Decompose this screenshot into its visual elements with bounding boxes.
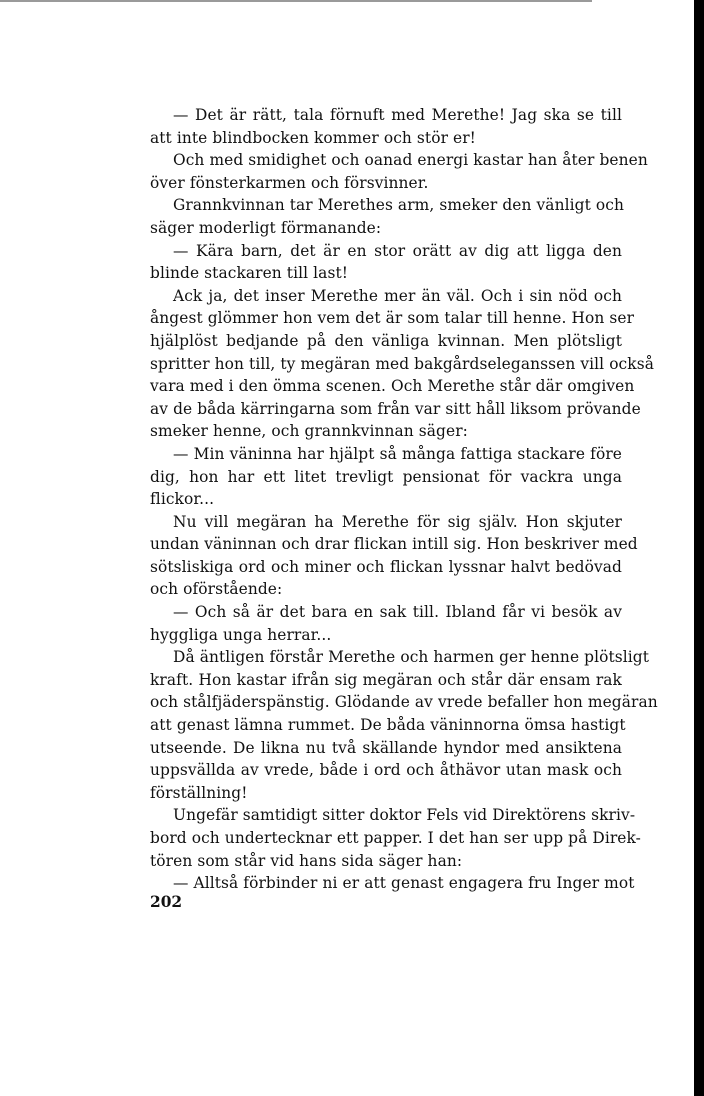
text-line: spritter hon till, ty megäran med bakgårdseleganssen vill också: [150, 354, 654, 373]
text-line: att inte blindbocken kommer och stör er!: [150, 128, 476, 147]
text-line: — Kära barn, det är en stor orätt av dig att ligga den: [173, 241, 622, 260]
text-line: ångest glömmer hon vem det är som talar till henne. Hon ser: [150, 309, 635, 328]
text-line: blinde stackaren till last!: [150, 264, 349, 283]
text-line: Ack ja, det inser Merethe mer än väl. Och i sin nöd och: [173, 286, 622, 305]
text-line: dig, hon har ett litet trevligt pensionat för vackra unga: [150, 467, 622, 486]
text-line: — Alltså förbinder ni er att genast engagera fru Inger mot: [173, 874, 635, 893]
text-line: hjälplöst bedjande på den vänliga kvinnan. Men plötsligt: [150, 331, 622, 350]
body-text: [150, 104, 658, 895]
text-line: uppsvällda av vrede, både i ord och åthävor utan mask och: [150, 761, 622, 780]
text-line: förställning!: [150, 783, 248, 802]
text-line: hyggliga unga herrar...: [150, 625, 332, 644]
text-line: vara med i den ömma scenen. Och Merethe står där omgiven: [150, 377, 635, 396]
text-line: sötsliskiga ord och miner och flickan lyssnar halvt bedövad: [150, 557, 622, 576]
text-line: och oförstående:: [150, 580, 283, 599]
text-line: smeker henne, och grannkvinnan säger:: [150, 422, 468, 441]
text-line: — Och så är det bara en sak till. Ibland får vi besök av: [173, 603, 622, 622]
text-line: och stålfjäderspänstig. Glödande av vrede befaller hon megäran: [150, 693, 658, 712]
text-line: tören som står vid hans sida säger han:: [150, 851, 463, 870]
text-line: utseende. De likna nu två skällande hyndor med ansiktena: [150, 738, 622, 757]
text-line: undan väninnan och drar flickan intill sig. Hon beskriver med: [150, 535, 638, 554]
text-line: bord och undertecknar ett papper. I det han ser upp på Direk-: [150, 829, 641, 847]
text-line: Då äntligen förstår Merethe och harmen ger henne plötsligt: [173, 648, 650, 667]
text-line: — Min väninna har hjälpt så många fattiga stackare före: [173, 444, 622, 463]
text-line: kraft. Hon kastar ifrån sig megäran och står där ensam rak: [150, 670, 622, 689]
text-line: Nu vill megäran ha Merethe för sig själv. Hon skjuter: [173, 512, 622, 531]
text-line: att genast lämna rummet. De båda väninnorna ömsa hastigt: [150, 716, 626, 735]
text-line: flickor...: [150, 490, 215, 509]
text-line: — Det är rätt, tala förnuft med Merethe! Jag ska se till: [173, 106, 622, 124]
text-line: Ungefär samtidigt sitter doktor Fels vid Direktörens skriv-: [173, 806, 636, 825]
scan-top-edge: [0, 0, 592, 2]
scan-right-edge: [694, 0, 704, 1096]
text-line: Och med smidighet och oanad energi kastar han åter benen: [173, 151, 648, 170]
text-line: över fönsterkarmen och försvinner.: [150, 173, 429, 192]
text-line: Grannkvinnan tar Merethes arm, smeker den vänligt och: [173, 196, 624, 215]
page-number: 202: [150, 893, 183, 911]
text-line: säger moderligt förmanande:: [150, 218, 382, 237]
text-line: av de båda kärringarna som från var sitt håll liksom prövande: [150, 399, 641, 418]
